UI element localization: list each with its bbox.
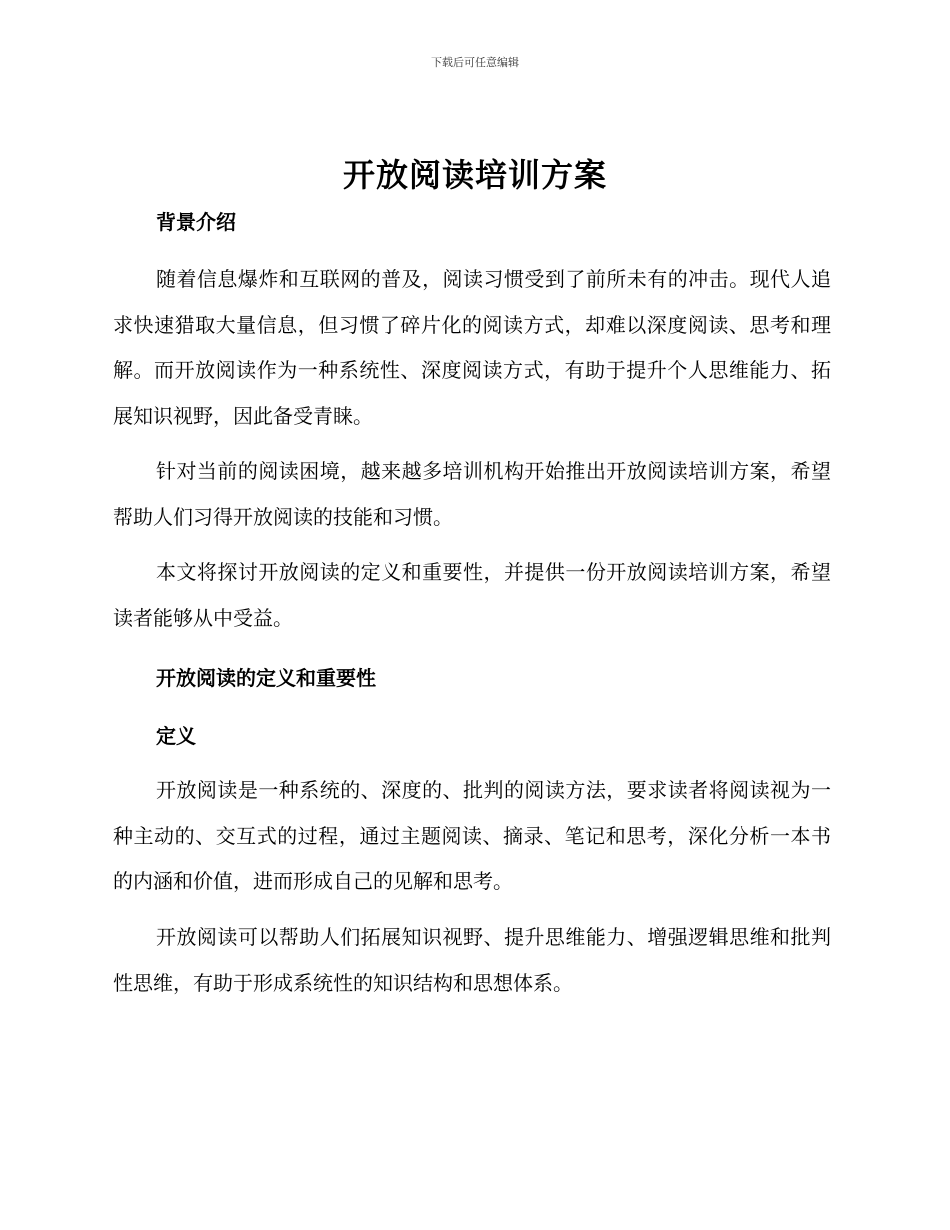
document-title: 开放阅读培训方案 xyxy=(342,156,607,194)
paragraph-background-3: 本文将探讨开放阅读的定义和重要性，并提供一份开放阅读培训方案，希望读者能够从中受益。 xyxy=(113,560,831,630)
paragraph-background-2: 针对当前的阅读困境，越来越多培训机构开始推出开放阅读培训方案，希望帮助人们习得开放阅读的技能和习惯。 xyxy=(113,459,831,529)
header-note: 下载后可任意编辑 xyxy=(431,56,519,69)
section-heading-definition-importance: 开放阅读的定义和重要性 xyxy=(156,666,376,690)
paragraph-background-1: 随着信息爆炸和互联网的普及，阅读习惯受到了前所未有的冲击。现代人追求快速猎取大量信息，但习惯了碎片化的阅读方式，却难以深度阅读、思考和理解。而开放阅读作为一种系统性、深度阅读方式，有助于提升个人思维能力、拓展知识视野，因此备受青睐。 xyxy=(113,267,831,428)
paragraph-definition-1: 开放阅读是一种系统的、深度的、批判的阅读方法，要求读者将阅读视为一种主动的、交互式的过程，通过主题阅读、摘录、笔记和思考，深化分析一本书的内涵和价值，进而形成自己的见解和思考。 xyxy=(113,778,831,893)
section-heading-background: 背景介绍 xyxy=(156,210,236,234)
paragraph-definition-2: 开放阅读可以帮助人们拓展知识视野、提升思维能力、增强逻辑思维和批判性思维，有助于形成系统性的知识结构和思想体系。 xyxy=(113,925,831,995)
section-heading-definition: 定义 xyxy=(156,724,196,748)
